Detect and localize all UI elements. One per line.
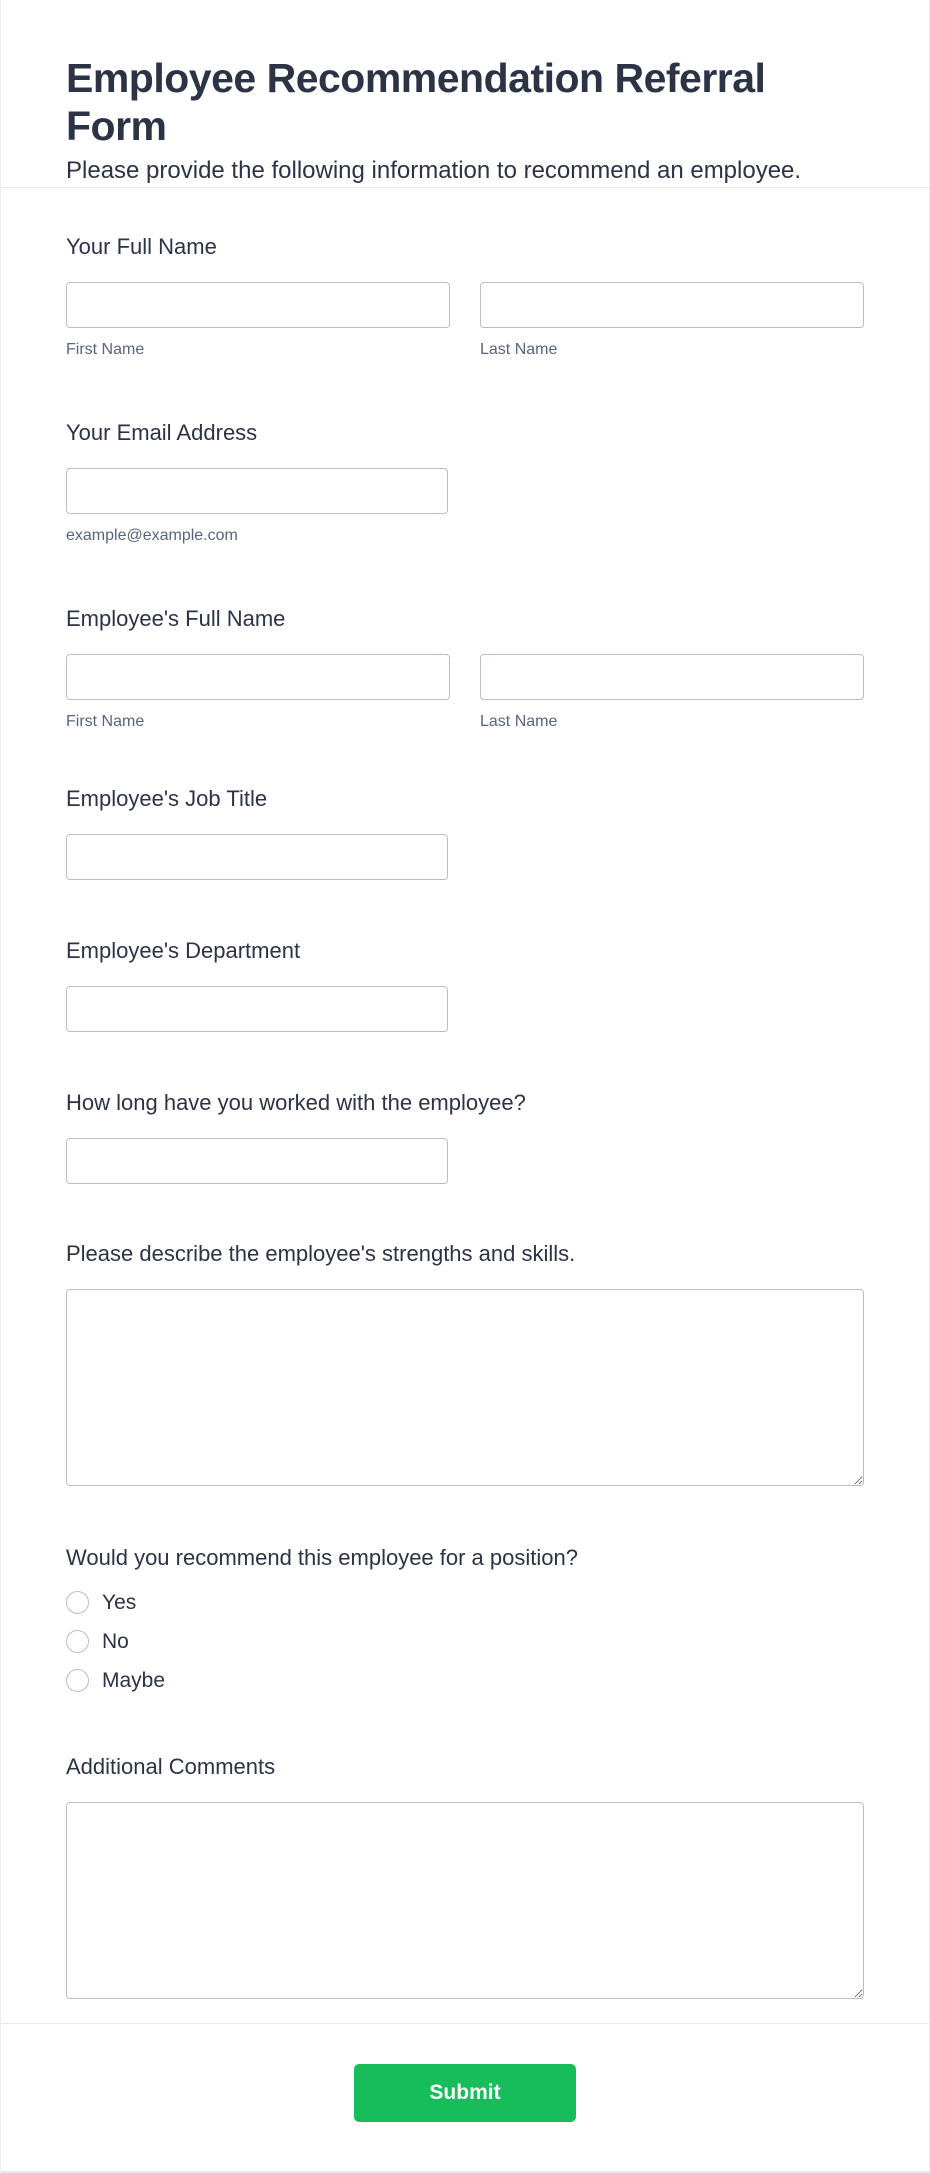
sublabel-first-name: First Name [66,341,145,358]
employee-first-name-input[interactable] [66,654,450,700]
field-strengths [66,1239,864,1486]
submit-area [1,2024,929,2122]
field-employee-department [66,936,864,1032]
radio-unchecked-icon[interactable] [66,1591,89,1614]
employee-department-input[interactable] [66,986,448,1032]
question-label-strengths: Please describe the employee's strengths and skills. [66,1241,576,1266]
question-label-additional-comments: Additional Comments [66,1754,276,1779]
question-label-recommend: Would you recommend this employee for a position? [66,1545,578,1570]
your-last-name-input[interactable] [480,282,864,328]
question-label-your-email: Your Email Address [66,420,258,445]
employee-job-title-input[interactable] [66,834,448,880]
tenure-input[interactable] [66,1138,448,1184]
field-your-full-name [66,232,864,360]
employee-last-name-input[interactable] [480,654,864,700]
sublabel-email-example: example@example.com [66,527,238,544]
name-input-row [66,282,864,360]
field-recommend [66,1543,864,1694]
radio-option-label: No [102,1630,129,1653]
radio-group-recommend [66,1589,864,1694]
question-label-employee-department: Employee's Department [66,938,301,963]
last-name-column [480,654,864,732]
field-your-email [66,418,864,546]
name-input-row [66,654,864,732]
question-label-employee-full-name: Employee's Full Name [66,606,286,631]
radio-option-yes[interactable] [66,1589,864,1616]
question-label-tenure: How long have you worked with the employee? [66,1090,526,1115]
question-label-employee-job-title: Employee's Job Title [66,786,268,811]
sublabel-first-name: First Name [66,713,145,730]
first-name-column [66,282,450,360]
radio-option-label: Maybe [102,1669,166,1692]
strengths-textarea[interactable] [66,1289,864,1486]
submit-button[interactable]: Submit [354,2064,576,2122]
form-subtitle: Please provide the following information to recommend an employee. [66,157,802,184]
radio-option-label: Yes [102,1591,137,1614]
field-additional-comments [66,1752,864,1999]
radio-option-maybe[interactable] [66,1667,864,1694]
additional-comments-textarea[interactable] [66,1802,864,1999]
sublabel-last-name: Last Name [480,713,558,730]
radio-unchecked-icon[interactable] [66,1669,89,1692]
form-title: Employee Recommendation Referral Form [66,55,766,149]
your-first-name-input[interactable] [66,282,450,328]
radio-unchecked-icon[interactable] [66,1630,89,1653]
field-employee-job-title [66,784,864,880]
radio-option-no[interactable] [66,1628,864,1655]
question-label-your-full-name: Your Full Name [66,234,217,259]
first-name-column [66,654,450,732]
form-header [1,0,929,188]
your-email-input[interactable] [66,468,448,514]
field-tenure [66,1088,864,1184]
sublabel-last-name: Last Name [480,341,558,358]
last-name-column [480,282,864,360]
field-employee-full-name [66,604,864,732]
form-body [1,188,929,1999]
